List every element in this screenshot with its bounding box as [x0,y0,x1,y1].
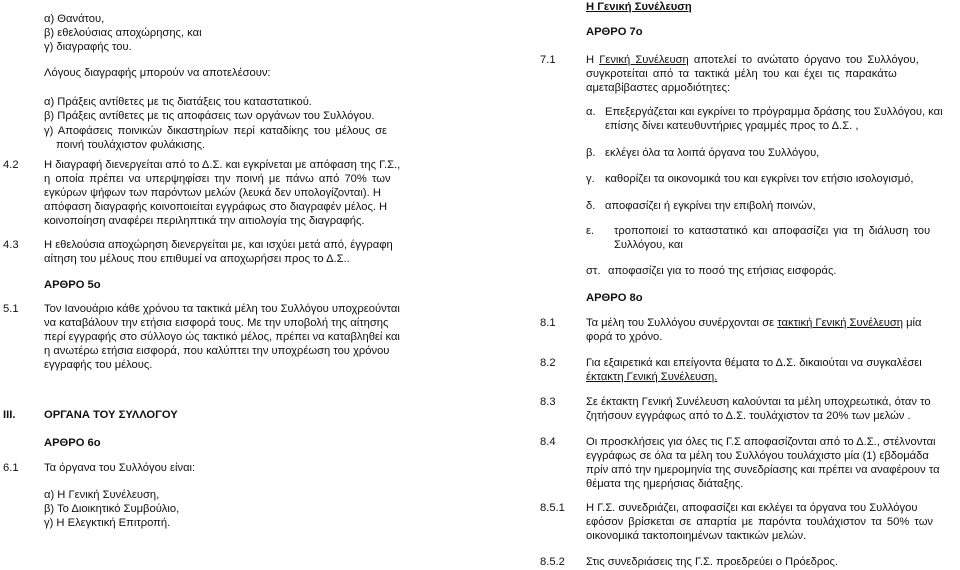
clause-7-1-line: συγκροτείται από τα τακτικά μέλη του και έχει τις παρακάτω [586,68,897,80]
reason-item-cont: ποινή τουλάχιστον φυλάκισης. [56,139,206,151]
clause-5-1-line: η ανωτέρω ετήσια εισφορά, που καλύπτει την υποχρέωση του χρόνου [44,345,390,357]
clause-8-5-1-line: εφόσον βρίσκεται σε απαρτία με παρόντα τουλάχιστον τα 50% των [586,516,934,528]
section-title: ΟΡΓΑΝΑ ΤΟΥ ΣΥΛΛΟΓΟΥ [44,409,178,421]
clause-4-2-line: απόφαση διαγραφής κοινοποιείται εγγράφως στο διαγραφέν μέλος. Η [44,201,388,213]
status-item: β) εθελούσιας αποχώρησης, και [44,27,202,39]
clause-5-1-line: Τον Ιανουάριο κάθε χρόνου τα τακτικά μέλη του Συλλόγου υποχρεούνται [44,303,400,315]
clause-8-1-line [586,316,922,331]
clause-number: 6.1 [3,462,19,474]
duty-line: αποφασίζει για το ποσό της ετήσιας εισφοράς. [608,265,837,277]
text-run: Η [586,54,600,66]
duty-letter: α. [586,106,596,118]
clause-8-5-1-line: οικονομικά τακτοποιημένων τακτικών μελών. [586,530,807,542]
article-6-title: ΑΡΘΡΟ 6ο [44,437,101,449]
clause-8-4-line: πρίν από την ημερομηνία της συνεδρίασης και πρέπει να αναφέρουν τα [586,464,940,476]
general-assembly-heading: Η Γενική Συνέλευση [586,1,692,13]
clause-4-2-line: η οποία πρέπει να υπερψηφίσει την ποινή με πάνω από 70% των [44,173,391,185]
clause-6-1-text: Τα όργανα του Συλλόγου είναι: [44,462,196,474]
clause-4-3-line: αίτηση του μέλους που επιθυμεί να αποχωρήσει προς το Δ.Σ.. [44,253,350,265]
clause-5-1-line: εγγραφής του μέλους. [44,359,153,371]
clause-number: 8.1 [540,317,556,329]
clause-8-5-2-text: Στις συνεδριάσεις της Γ.Σ. προεδρεύει ο Πρόεδρος. [586,556,838,568]
organ-item: γ) Η Ελεγκτική Επιτροπή. [44,517,171,529]
clause-number: 4.3 [3,239,19,251]
clause-4-3-line: Η εθελούσια αποχώρηση διενεργείται με, και ισχύει μετά από, έγγραφη [44,239,393,251]
clause-number: 8.3 [540,396,556,408]
clause-8-4-line: Οι προσκλήσεις για όλες τις Γ.Σ αποφασίζονται από το Δ.Σ., στέλνονται [586,436,936,448]
text-run: Τα μέλη του Συλλόγου συνέρχονται σε [586,317,778,329]
clause-number: 8.2 [540,357,556,369]
duty-letter: γ. [586,173,595,185]
clause-4-2-line: εγκύρων ψήφων των παρόντων μελών (λευκά δεν υπολογίζονται). Η [44,187,381,199]
clause-number: 8.5.2 [540,556,565,568]
status-item: α) Θανάτου, [44,13,105,25]
clause-4-2-line: Η διαγραφή διενεργείται από το Δ.Σ. και εγκρίνεται με απόφαση της Γ.Σ., [44,159,401,171]
general-assembly-link[interactable]: Γενική Συνέλευση [599,54,689,66]
clause-4-2-line: κοινοποίηση αναφέρει περιληπτικά την αιτιολογία της διαγραφής. [44,215,365,227]
duty-line: αποφασίζει ή εγκρίνει την επιβολή ποινών, [605,200,816,212]
duty-line: εκλέγει όλα τα λοιπά όργανα του Συλλόγου, [605,147,820,159]
clause-number: 5.1 [3,303,19,315]
article-5-title: ΑΡΘΡΟ 5ο [44,279,101,291]
text-run: αποτελεί το ανώτατο όργανο του Συλλόγου, [688,54,919,66]
status-item: γ) διαγραφής του. [44,41,132,53]
reasons-intro: Λόγους διαγραφής μπορούν να αποτελέσουν: [44,67,271,79]
clause-5-1-line: περί εγγραφής στο σύλλογο ώς τακτικό μέλος, πρέπει να καταβληθεί και [44,331,400,343]
clause-number: 4.2 [3,159,19,171]
duty-letter: δ. [586,200,596,212]
clause-8-3-line: ζητήσουν εγγράφως από το Δ.Σ. τουλάχιστον τα 20% των μελών . [586,410,911,422]
clause-number: 8.5.1 [540,502,565,514]
clause-number: 7.1 [540,54,556,66]
duty-line: επίσης δίνει κατευθυντήριες γραμμές προς το Δ.Σ. , [605,120,859,132]
duty-letter: ε. [586,225,595,237]
reason-item: β) Πράξεις αντίθετες με τις αποφάσεις των οργάνων του Συλλόγου. [44,110,375,122]
clause-7-1-line [586,53,919,68]
section-number: III. [3,409,16,421]
duty-letter: β. [586,147,596,159]
clause-8-5-1-line: Η Γ.Σ. συνεδριάζει, αποφασίζει και εκλέγει τα όργανα του Συλλόγου [586,502,918,514]
organ-item: α) Η Γενική Συνέλευση, [44,489,160,501]
organ-item: β) Το Διοικητικό Συμβούλιο, [44,503,180,515]
reason-item: α) Πράξεις αντίθετες με τις διατάξεις του καταστατικού. [44,96,312,108]
clause-5-1-line: να καταβάλουν την ετήσια εισφορά τους. Με την υποβολή της αίτησης [44,317,389,329]
clause-8-4-line: εγγράφως σε όλα τα μέλη του Συλλόγου τουλάχιστο μία (1) εβδομάδα [586,450,929,462]
clause-8-3-line: Σε έκτακτη Γενική Συνέλευση καλούνται τα μέλη υποχρεωτικά, όταν το [586,396,931,408]
extraordinary-assembly-link[interactable]: έκτακτη Γενική Συνέλευση. [586,371,718,383]
text-run: μία [903,317,922,329]
clause-8-1-line: φορά το χρόνο. [586,331,663,343]
clause-8-4-line: θέματα της ημερήσιας διάταξης. [586,478,744,490]
article-7-title: ΑΡΘΡΟ 7ο [586,26,643,38]
duty-letter: στ. [586,265,601,277]
duty-line: καθορίζει τα οικονομικά του και εγκρίνει τον ετήσιο ισολογισμό, [605,173,914,185]
clause-8-2-line: Για εξαιρετικά και επείγοντα θέματα το Δ.Σ. δικαιούται να συγκαλέσει [586,357,922,369]
duty-line: Επεξεργάζεται και εγκρίνει το πρόγραμμα δράσης του Συλλόγου, και [605,106,943,118]
duty-line: τροποποιεί το καταστατικό και αποφασίζει για τη διάλυση του [614,225,931,237]
clause-number: 8.4 [540,436,556,448]
duty-line: Συλλόγου, και [614,239,683,251]
regular-assembly-link[interactable]: τακτική Γενική Συνέλευση [777,317,903,329]
clause-7-1-line: αμεταβίβαστες αρμοδιότητες: [586,82,731,94]
article-8-title: ΑΡΘΡΟ 8ο [586,292,643,304]
reason-item: γ) Αποφάσεις ποινικών δικαστηρίων περί καταδίκης του μέλους σε [44,125,388,137]
